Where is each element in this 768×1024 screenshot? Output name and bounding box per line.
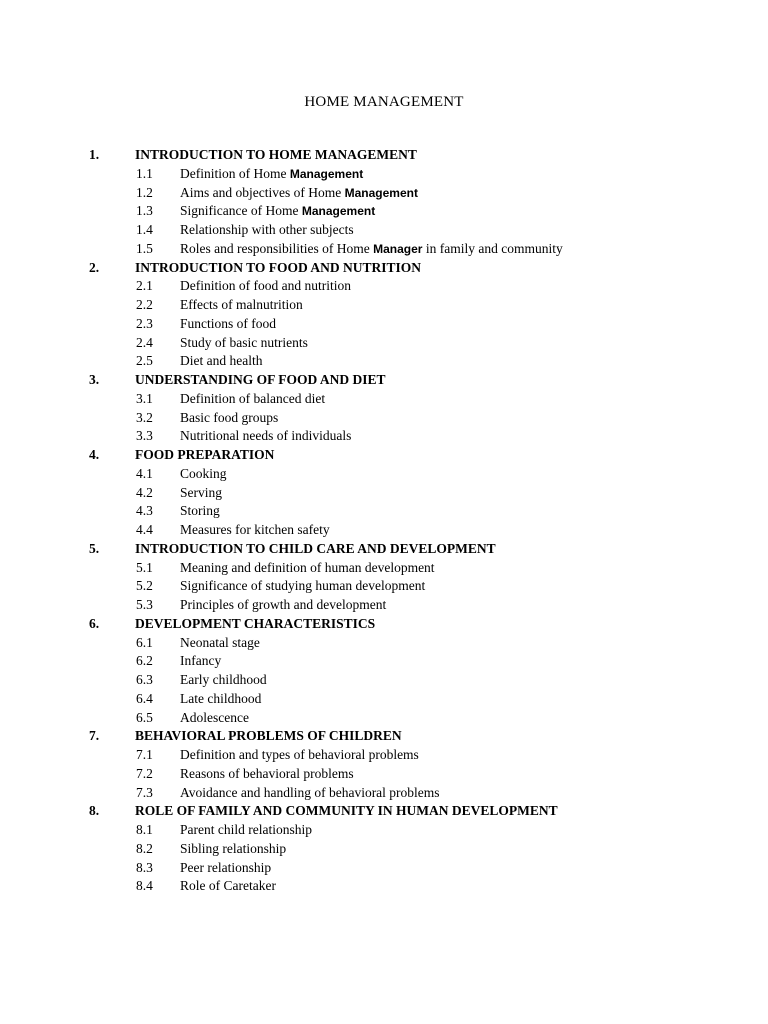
subsection-title — [180, 296, 303, 315]
subsection-item — [0, 671, 768, 690]
subsection-item — [0, 465, 768, 484]
section-number: 6. — [89, 615, 100, 631]
subsection-title — [180, 746, 419, 765]
subsection-text: Diet and health — [180, 353, 263, 369]
subsection-item — [0, 765, 768, 784]
subsection-number: 2.1 — [136, 278, 153, 294]
subsection-title — [180, 390, 325, 409]
subsection-text: Definition of Home — [180, 165, 290, 181]
emphasized-word: Management — [289, 166, 364, 181]
subsection-number: 2.3 — [136, 315, 153, 331]
subsection-title — [180, 409, 278, 428]
subsection-number: 8.4 — [136, 878, 153, 894]
subsection-item — [0, 690, 768, 709]
subsection-number: 8.1 — [136, 822, 153, 837]
subsection-text: Adolescence — [180, 709, 249, 725]
section-number: 3. — [89, 372, 100, 387]
subsection-item — [0, 859, 768, 878]
section-heading — [0, 371, 768, 390]
subsection-item — [0, 315, 768, 334]
subsection-text: Effects of malnutrition — [180, 297, 303, 312]
subsection-title — [180, 877, 276, 896]
subsection-text: Significance of studying human development — [180, 578, 426, 594]
subsection-text: Storing — [180, 503, 220, 519]
subsection-text: Functions of food — [180, 315, 276, 331]
subsection-number: 8.2 — [136, 840, 153, 856]
section-heading — [0, 259, 768, 278]
subsection-text: Reasons of behavioral problems — [180, 765, 354, 781]
subsection-number: 4.4 — [136, 522, 153, 537]
subsection-number: 1.1 — [136, 165, 153, 181]
subsection-title — [180, 784, 440, 803]
subsection-title — [180, 765, 354, 784]
section-title: UNDERSTANDING OF FOOD AND DIET — [135, 372, 386, 387]
subsection-item — [0, 240, 768, 259]
emphasized-word: Manager — [373, 241, 423, 256]
subsection-title — [180, 484, 222, 503]
subsection-title — [180, 559, 435, 578]
subsection-item — [0, 409, 768, 428]
subsection-text: Early childhood — [180, 672, 267, 687]
section-title: BEHAVIORAL PROBLEMS OF CHILDREN — [135, 728, 402, 744]
subsection-title — [180, 240, 563, 259]
subsection-item — [0, 577, 768, 596]
subsection-item — [0, 352, 768, 371]
subsection-item — [0, 596, 768, 615]
subsection-text: Neonatal stage — [180, 634, 260, 650]
subsection-item — [0, 634, 768, 653]
subsection-title — [180, 465, 227, 484]
subsection-item — [0, 202, 768, 221]
subsection-text: Late childhood — [180, 690, 262, 706]
subsection-number: 7.2 — [136, 765, 153, 781]
subsection-number: 3.1 — [136, 390, 153, 406]
subsection-number: 4.2 — [136, 484, 153, 500]
section-title: FOOD PREPARATION — [135, 447, 275, 462]
subsection-text: Serving — [180, 484, 222, 500]
subsection-title — [180, 427, 351, 446]
section-title: INTRODUCTION TO HOME MANAGEMENT — [135, 147, 417, 162]
subsection-item — [0, 840, 768, 859]
page-title: HOME MANAGEMENT — [304, 94, 464, 110]
section-number: 1. — [89, 147, 100, 162]
subsection-item — [0, 821, 768, 840]
subsection-title — [180, 221, 354, 240]
subsection-number: 7.3 — [136, 784, 153, 800]
subsection-item — [0, 784, 768, 803]
section-title: ROLE OF FAMILY AND COMMUNITY IN HUMAN DEVELOPMENT — [135, 803, 558, 819]
subsection-number: 6.3 — [136, 672, 153, 687]
subsection-title — [180, 690, 261, 709]
section-heading — [0, 540, 768, 559]
subsection-text: Study of basic nutrients — [180, 334, 308, 350]
table-of-contents — [0, 146, 768, 896]
subsection-text: Basic food groups — [180, 409, 279, 425]
subsection-title — [180, 859, 271, 878]
subsection-item — [0, 746, 768, 765]
subsection-item — [0, 334, 768, 353]
subsection-title — [180, 315, 276, 334]
subsection-title — [180, 521, 330, 540]
section-title: INTRODUCTION TO CHILD CARE AND DEVELOPMENT — [135, 540, 496, 556]
subsection-text: Measures for kitchen safety — [180, 522, 330, 537]
subsection-item — [0, 521, 768, 540]
section-number: 2. — [89, 259, 100, 275]
subsection-number: 1.5 — [136, 240, 153, 256]
subsection-text: Nutritional needs of individuals — [180, 428, 352, 444]
subsection-item — [0, 184, 768, 203]
subsection-number: 5.1 — [136, 559, 153, 575]
subsection-number: 2.5 — [136, 353, 153, 369]
subsection-number: 6.4 — [136, 690, 153, 706]
subsection-text: Significance of Home — [180, 203, 302, 219]
subsection-item — [0, 296, 768, 315]
subsection-number: 1.4 — [136, 222, 153, 237]
subsection-number: 2.2 — [136, 297, 153, 312]
subsection-number: 5.3 — [136, 597, 153, 612]
section-title: INTRODUCTION TO FOOD AND NUTRITION — [135, 259, 422, 275]
subsection-number: 4.1 — [136, 465, 153, 481]
section-number: 4. — [89, 447, 100, 462]
subsection-item — [0, 165, 768, 184]
subsection-item — [0, 559, 768, 578]
subsection-title — [180, 184, 418, 203]
subsection-text: Avoidance and handling of behavioral problems — [180, 784, 440, 800]
subsection-number: 6.2 — [136, 653, 153, 669]
subsection-title — [180, 202, 375, 221]
subsection-number: 8.3 — [136, 859, 153, 875]
subsection-number: 6.5 — [136, 709, 153, 725]
subsection-text: Infancy — [180, 653, 222, 669]
section-title: DEVELOPMENT CHARACTERISTICS — [135, 615, 376, 631]
subsection-item — [0, 427, 768, 446]
subsection-text: Roles and responsibilities of Home — [180, 240, 374, 256]
subsection-title — [180, 502, 220, 521]
subsection-text: Cooking — [180, 465, 227, 481]
subsection-item — [0, 221, 768, 240]
subsection-text: Definition of balanced diet — [180, 390, 326, 406]
subsection-text: Principles of growth and development — [180, 597, 387, 612]
subsection-text-tail: in family and community — [422, 240, 563, 256]
subsection-text: Role of Caretaker — [180, 878, 276, 894]
subsection-title — [180, 652, 221, 671]
section-heading — [0, 146, 768, 165]
subsection-title — [180, 671, 267, 690]
subsection-number: 5.2 — [136, 578, 153, 594]
section-number: 7. — [89, 728, 100, 744]
section-heading — [0, 615, 768, 634]
section-number: 5. — [89, 540, 100, 556]
subsection-text: Peer relationship — [180, 859, 272, 875]
subsection-title — [180, 352, 262, 371]
subsection-title — [180, 277, 351, 296]
subsection-title — [180, 334, 308, 353]
subsection-number: 4.3 — [136, 503, 153, 519]
subsection-item — [0, 484, 768, 503]
subsection-number: 3.3 — [136, 428, 153, 444]
subsection-text: Definition and types of behavioral problems — [180, 747, 419, 762]
section-heading — [0, 727, 768, 746]
subsection-number: 2.4 — [136, 334, 153, 350]
section-heading — [0, 802, 768, 821]
subsection-number: 3.2 — [136, 409, 153, 425]
section-number: 8. — [89, 803, 100, 819]
subsection-title — [180, 165, 363, 184]
subsection-item — [0, 652, 768, 671]
subsection-text: Definition of food and nutrition — [180, 278, 351, 294]
emphasized-word: Management — [344, 185, 418, 200]
subsection-title — [180, 821, 312, 840]
subsection-number: 1.2 — [136, 184, 153, 200]
subsection-item — [0, 877, 768, 896]
subsection-number: 7.1 — [136, 747, 153, 762]
emphasized-word: Management — [301, 204, 376, 219]
subsection-text: Meaning and definition of human development — [180, 559, 435, 575]
subsection-title — [180, 596, 386, 615]
subsection-text: Parent child relationship — [180, 822, 312, 837]
subsection-text: Aims and objectives of Home — [180, 184, 345, 200]
subsection-number: 1.3 — [136, 203, 153, 219]
subsection-title — [180, 634, 260, 653]
subsection-title — [180, 709, 249, 728]
subsection-item — [0, 277, 768, 296]
section-heading — [0, 446, 768, 465]
subsection-item — [0, 390, 768, 409]
subsection-title — [180, 577, 425, 596]
subsection-number: 6.1 — [136, 634, 153, 650]
subsection-text: Relationship with other subjects — [180, 222, 354, 237]
subsection-text: Sibling relationship — [180, 840, 287, 856]
subsection-item — [0, 502, 768, 521]
subsection-item — [0, 709, 768, 728]
subsection-title — [180, 840, 286, 859]
